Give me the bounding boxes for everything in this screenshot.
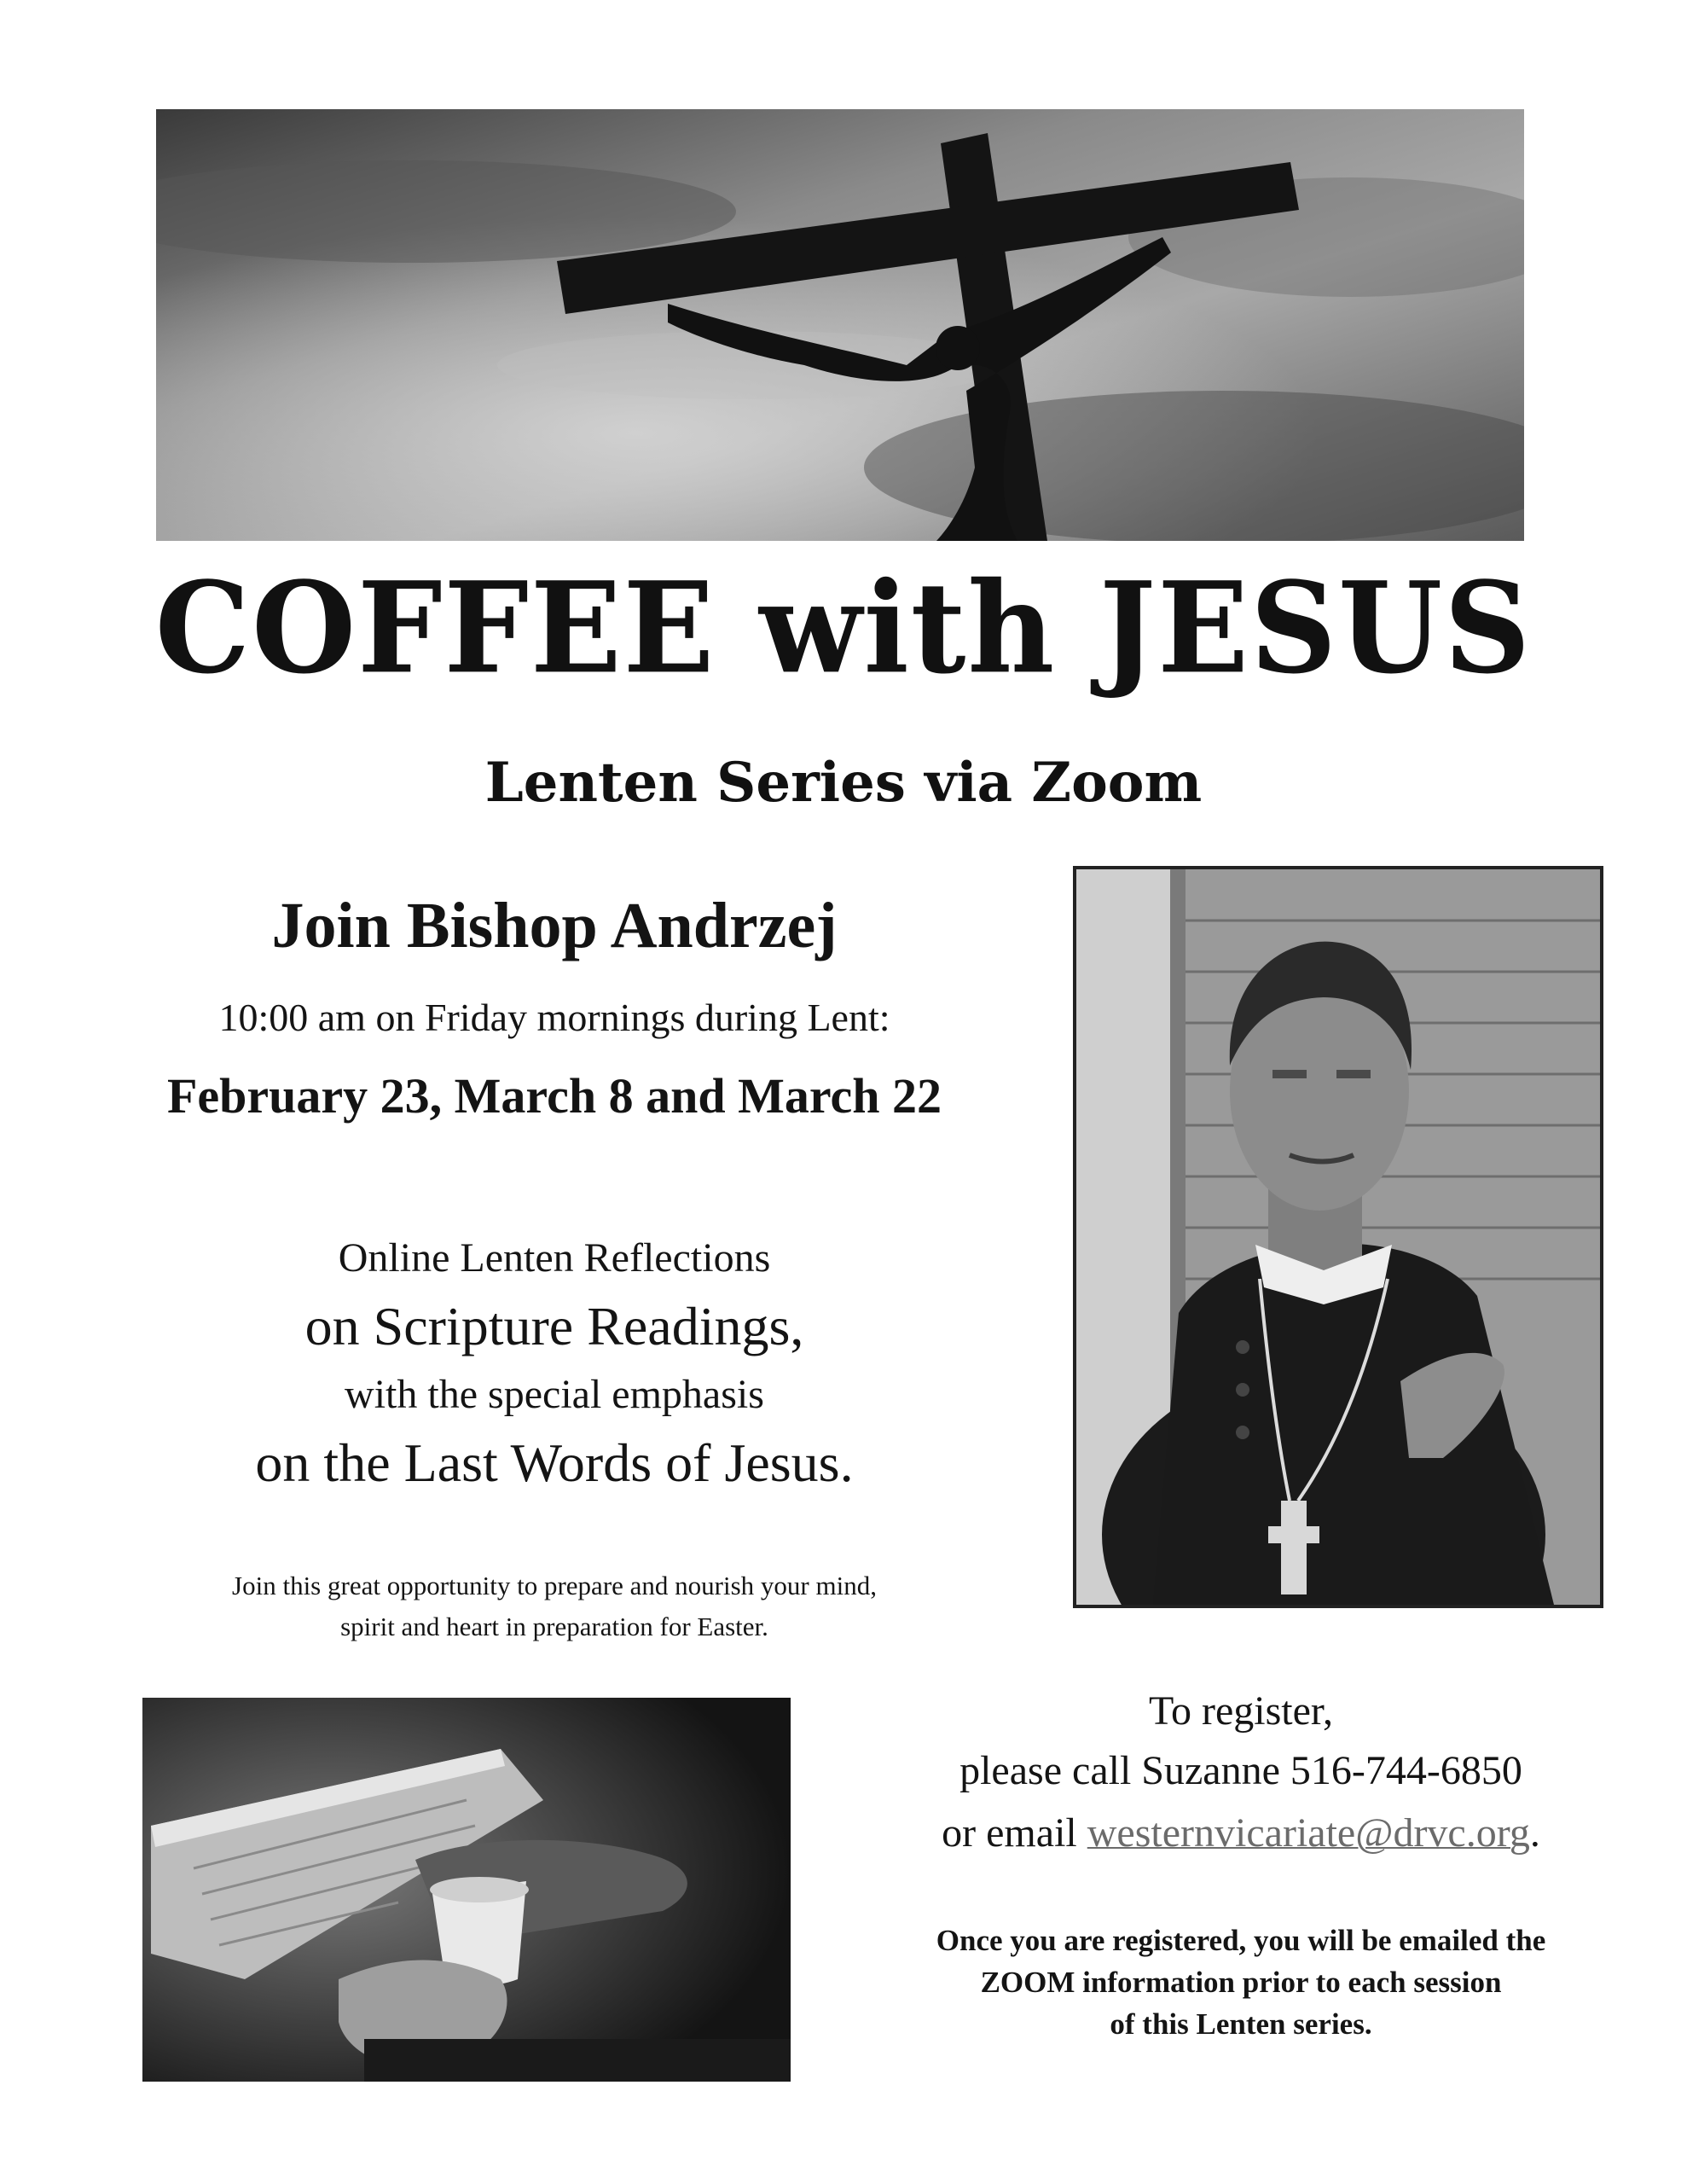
reflections-line-4: on the Last Words of Jesus. [255, 1432, 854, 1493]
event-dates: February 23, March 8 and March 22 [166, 1068, 942, 1124]
event-subtitle: Lenten Series via Zoom [484, 751, 1203, 815]
note-line-3: of this Lenten series. [1110, 2007, 1372, 2041]
register-line-1: To register, [1149, 1688, 1333, 1734]
invitation-line-2: spirit and heart in preparation for Easter. [340, 1612, 768, 1642]
reflections-line-2: on Scripture Readings, [304, 1296, 804, 1356]
register-phone-line: please call Suzanne 516-744-6850 [959, 1748, 1522, 1793]
invitation-line-1: Join this great opportunity to prepare and nourish your mind, [232, 1571, 877, 1600]
crucifix-banner-image [156, 109, 1524, 541]
email-link[interactable]: westernvicariate@drvc.org [1087, 1810, 1530, 1856]
join-heading: Join Bishop Andrzej [271, 890, 838, 961]
reflections-line-3: with the special emphasis [345, 1372, 764, 1417]
invitation-text [128, 1565, 981, 1647]
bishop-portrait-image [1073, 866, 1603, 1608]
register-email-line [844, 1807, 1638, 1860]
bible-coffee-image [142, 1698, 791, 2082]
register-email-suffix: . [1529, 1810, 1540, 1856]
event-time: 10:00 am on Friday mornings during Lent: [218, 996, 890, 1039]
event-title: COFFEE with JESUS [154, 555, 1533, 703]
note-line-1: Once you are registered, you will be emailed the [936, 1924, 1546, 1957]
register-email-prefix: or email [942, 1810, 1087, 1856]
reflections-line-1: Online Lenten Reflections [338, 1235, 771, 1281]
registration-note [844, 1920, 1638, 2045]
note-line-2: ZOOM information prior to each session [980, 1966, 1502, 1999]
